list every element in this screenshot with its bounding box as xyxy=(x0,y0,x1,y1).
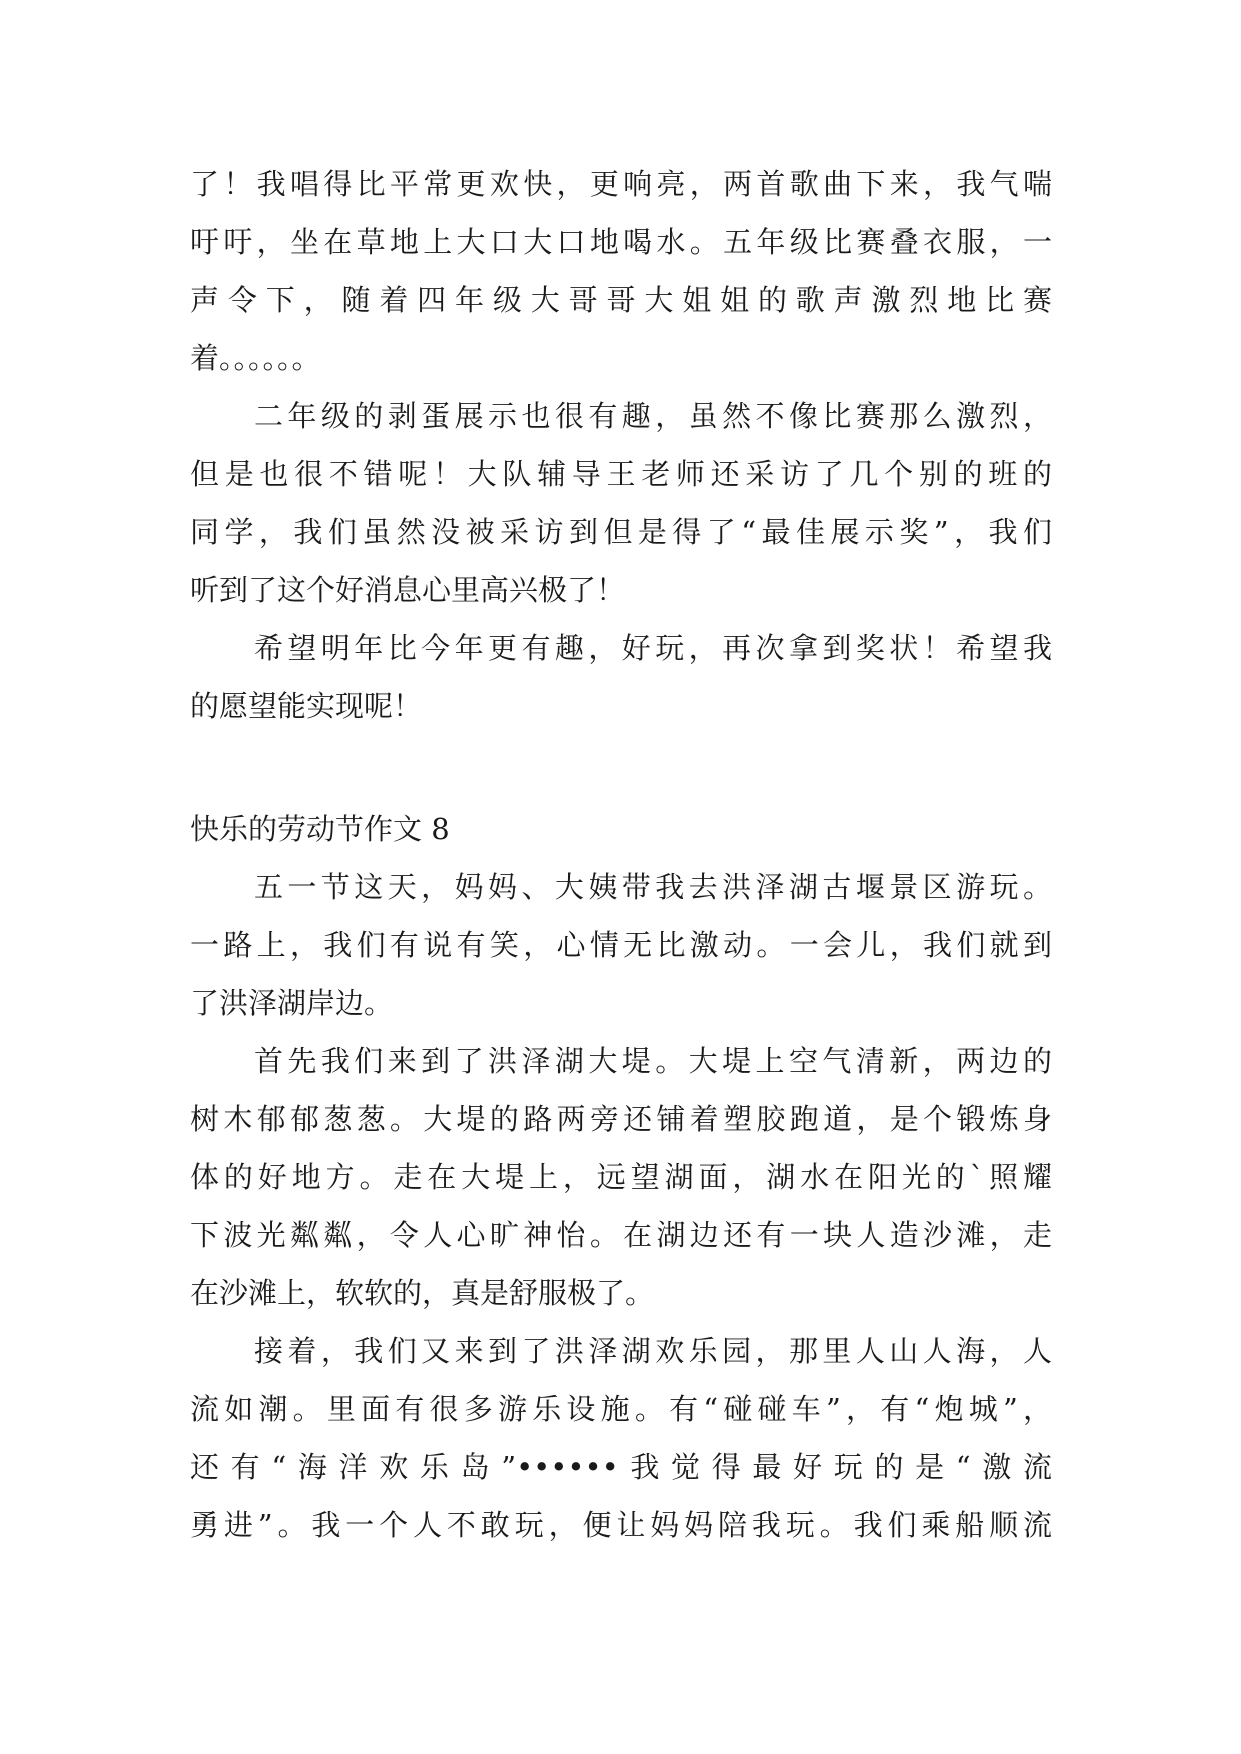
text-line: 声令下，随着四年级大哥哥大姐姐的歌声激烈地比赛 xyxy=(190,283,1052,317)
text-line: 勇进”。我一个人不敢玩，便让妈妈陪我玩。我们乘船顺流 xyxy=(190,1508,1052,1542)
text-line: 接着，我们又来到了洪泽湖欢乐园，那里人山人海，人 xyxy=(254,1334,1052,1368)
text-line: 但是也很不错呢！大队辅导王老师还采访了几个别的班的 xyxy=(190,457,1052,491)
text-line: 听到了这个好消息心里高兴极了！ xyxy=(190,573,626,607)
text-line: 了！我唱得比平常更欢快，更响亮，两首歌曲下来，我气喘 xyxy=(190,167,1052,201)
text-line: 了洪泽湖岸边。 xyxy=(190,986,394,1020)
text-line: 二年级的剥蛋展示也很有趣，虽然不像比赛那么激烈， xyxy=(254,399,1052,433)
text-line: 的愿望能实现呢！ xyxy=(190,689,423,723)
text-line: 体的好地方。走在大堤上，远望湖面，湖水在阳光的`照耀 xyxy=(190,1160,1052,1194)
text-line: 首先我们来到了洪泽湖大堤。大堤上空气清新，两边的 xyxy=(254,1044,1052,1078)
paragraph-egg-show xyxy=(190,387,1052,619)
paragraph-may-day xyxy=(190,858,1052,1032)
text-line: 希望明年比今年更有趣，好玩，再次拿到奖状！希望我 xyxy=(254,631,1052,665)
text-line: 吁吁，坐在草地上大口大口地喝水。五年级比赛叠衣服，一 xyxy=(190,225,1052,259)
paragraph-embankment xyxy=(190,1032,1052,1322)
text-line: 着。。。。。。 xyxy=(190,341,321,375)
text-line: 在沙滩上，软软的，真是舒服极了。 xyxy=(190,1276,655,1310)
text-line: 同学，我们虽然没被采访到但是得了“最佳展示奖”，我们 xyxy=(190,515,1052,549)
paragraph-amusement-park xyxy=(190,1322,1052,1554)
text-line: 流如潮。里面有很多游乐设施。有“碰碰车”，有“炮城”， xyxy=(190,1392,1052,1426)
text-line: 还有“海洋欢乐岛”••••••我觉得最好玩的是“激流 xyxy=(190,1450,1052,1484)
text-line: 五一节这天，妈妈、大姨带我去洪泽湖古堰景区游玩。 xyxy=(254,870,1052,904)
paragraph-hope xyxy=(190,619,1052,735)
text-line: 一路上，我们有说有笑，心情无比激动。一会儿，我们就到 xyxy=(190,928,1052,962)
text-line: 树木郁郁葱葱。大堤的路两旁还铺着塑胶跑道，是个锻炼身 xyxy=(190,1102,1052,1136)
text-line: 下波光粼粼，令人心旷神怡。在湖边还有一块人造沙滩，走 xyxy=(190,1218,1052,1252)
essay-heading: 快乐的劳动节作文 8 xyxy=(190,812,450,846)
paragraph-continuation xyxy=(190,155,1052,387)
